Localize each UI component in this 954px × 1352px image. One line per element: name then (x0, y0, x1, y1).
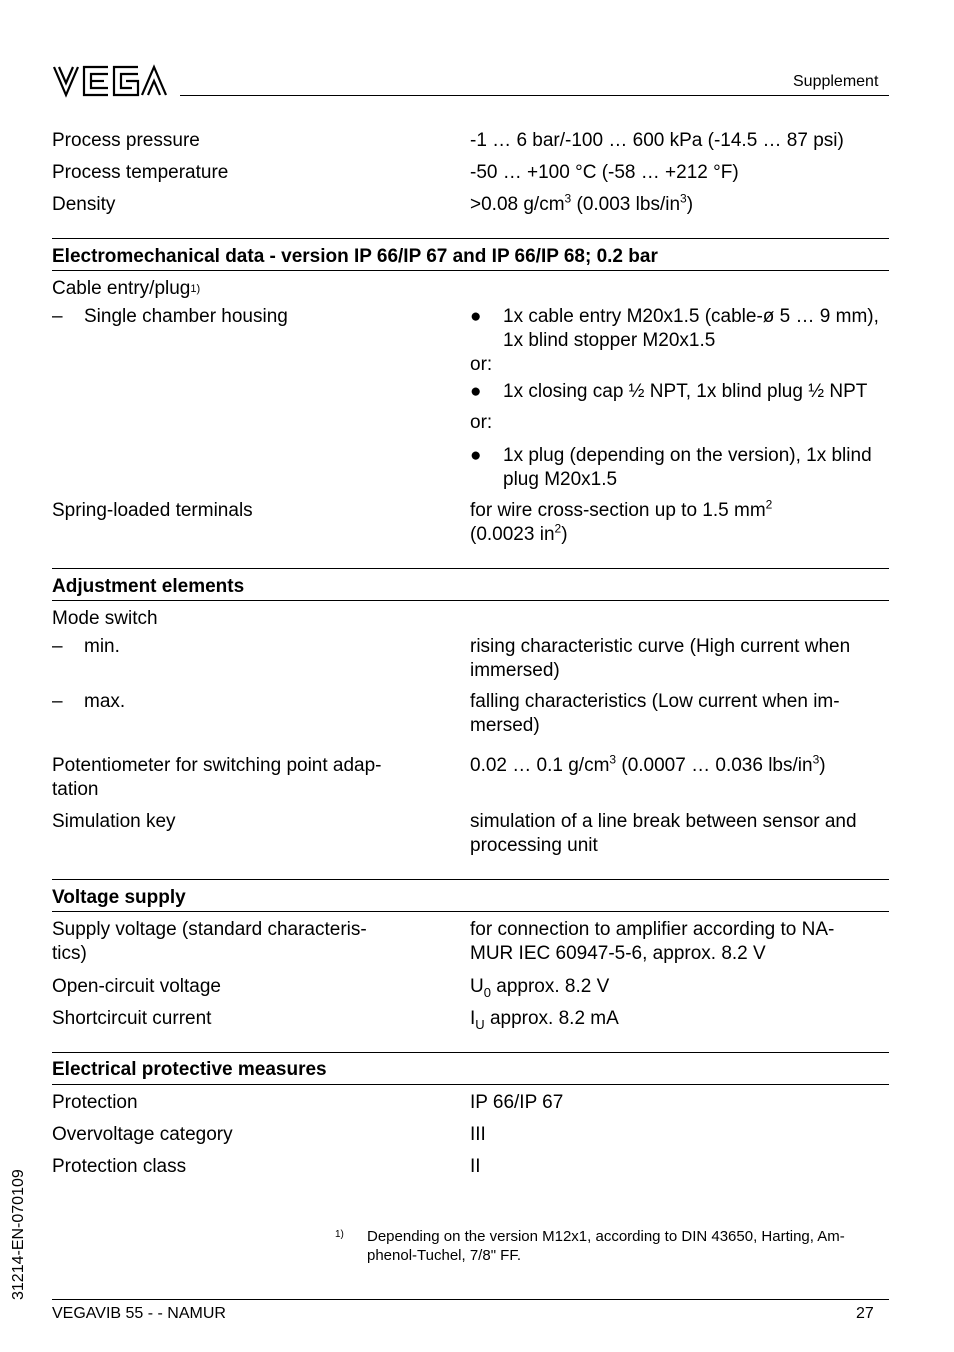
open-circuit-value: $U_0$ approx. 8.2 V (470, 976, 610, 1000)
simulation-key-value-a: simulation of a line break between sensor and (470, 811, 857, 832)
max-value-b: mersed) (470, 715, 540, 736)
simulation-key-label: Simulation key (52, 811, 176, 832)
vega-logo (52, 64, 168, 98)
overvoltage-value: III (470, 1124, 486, 1145)
section-rule (52, 879, 889, 880)
section-rule (52, 568, 889, 569)
overvoltage-label: Overvoltage category (52, 1124, 233, 1145)
mode-switch-label: Mode switch (52, 608, 158, 629)
supply-voltage-value-a: for connection to amplifier according to NA- (470, 919, 835, 940)
single-chamber-label: Single chamber housing (84, 306, 288, 327)
protection-class-label: Protection class (52, 1156, 187, 1177)
section-title: Supplement (793, 73, 879, 90)
process-temperature-value: -50 … +100 °C (-58 … +212 °F) (470, 162, 739, 183)
simulation-key-value-b: processing unit (470, 835, 598, 856)
min-value-a: rising characteristic curve (High current when (470, 636, 851, 657)
footnote-line-b: phenol-Tuchel, 7/8" FF. (367, 1247, 522, 1264)
dash: – (52, 306, 63, 327)
footnote-line-a: Depending on the version M12x1, according to DIN 43650, Harting, Am- (367, 1228, 845, 1245)
protection-value: IP 66/IP 67 (470, 1092, 564, 1113)
section-rule (52, 911, 889, 912)
shortcircuit-label: Shortcircuit current (52, 1008, 212, 1029)
max-label: max. (84, 691, 126, 712)
cable-option-1a: 1x cable entry M20x1.5 (cable-ø 5 … 9 mm), (503, 306, 879, 327)
document-code: 31214-EN-070109 (10, 1169, 27, 1300)
cable-option-3b: plug M20x1.5 (503, 469, 618, 490)
protective-heading: Electrical protective measures (52, 1059, 327, 1080)
dash: – (52, 691, 63, 712)
bullet-icon: ● (470, 381, 482, 402)
or-text: or: (470, 354, 493, 375)
cable-option-1b: 1x blind stopper M20x1.5 (503, 330, 716, 351)
section-rule (52, 238, 889, 239)
bullet-icon: ● (470, 306, 482, 327)
cable-entry-label: Cable entry/plug1) (52, 278, 201, 299)
section-rule (52, 1052, 889, 1053)
spring-terminals-value-b: (0.0023 $in^2$) (470, 521, 568, 545)
electromech-heading: Electromechanical data - version IP 66/IP 67 and IP 66/IP 68; 0.2 bar (52, 246, 658, 267)
min-label: min. (84, 636, 120, 657)
density-label: Density (52, 194, 116, 215)
cable-option-3a: 1x plug (depending on the version), 1x blind (503, 445, 872, 466)
header-rule (180, 95, 889, 96)
supply-voltage-value-b: MUR IEC 60947-5-6, approx. 8.2 V (470, 943, 766, 964)
supply-voltage-label-b: tics) (52, 943, 87, 964)
process-pressure-value: -1 … 6 bar/-100 … 600 kPa (-14.5 … 87 psi) (470, 130, 844, 151)
supply-voltage-label-a: Supply voltage (standard characteris- (52, 919, 367, 940)
shortcircuit-value: $I_U$ approx. 8.2 mA (470, 1008, 619, 1032)
section-rule (52, 1084, 889, 1085)
section-rule (52, 270, 889, 271)
section-rule (52, 600, 889, 601)
or-text: or: (470, 412, 493, 433)
voltage-heading: Voltage supply (52, 887, 186, 908)
page-number: 27 (856, 1305, 874, 1322)
spring-terminals-label: Spring-loaded terminals (52, 500, 253, 521)
adjustment-heading: Adjustment elements (52, 576, 245, 597)
footer-product: VEGAVIB 55 - - NAMUR (52, 1305, 226, 1322)
potentiometer-value: 0.02 … 0.1 $g/cm^3$ (0.0007 … 0.036 lbs/$in^3$) (470, 752, 826, 776)
bullet-icon: ● (470, 445, 482, 466)
footnote-mark: 1) (335, 1229, 344, 1240)
potentiometer-label-b: tation (52, 779, 99, 800)
protection-label: Protection (52, 1092, 138, 1113)
spring-terminals-value-a: for wire cross-section up to 1.5 $mm^2$ (470, 497, 773, 521)
process-temperature-label: Process temperature (52, 162, 229, 183)
density-value: >0.08 $g/cm^3$ (0.003 lbs/$in^3$) (470, 191, 694, 215)
max-value-a: falling characteristics (Low current when im- (470, 691, 840, 712)
footer-rule (52, 1299, 889, 1300)
min-value-b: immersed) (470, 660, 560, 681)
protection-class-value: II (470, 1156, 481, 1177)
cable-option-2: 1x closing cap ½ NPT, 1x blind plug ½ NPT (503, 381, 868, 402)
process-pressure-label: Process pressure (52, 130, 200, 151)
open-circuit-label: Open-circuit voltage (52, 976, 221, 997)
dash: – (52, 636, 63, 657)
potentiometer-label-a: Potentiometer for switching point adap- (52, 755, 382, 776)
